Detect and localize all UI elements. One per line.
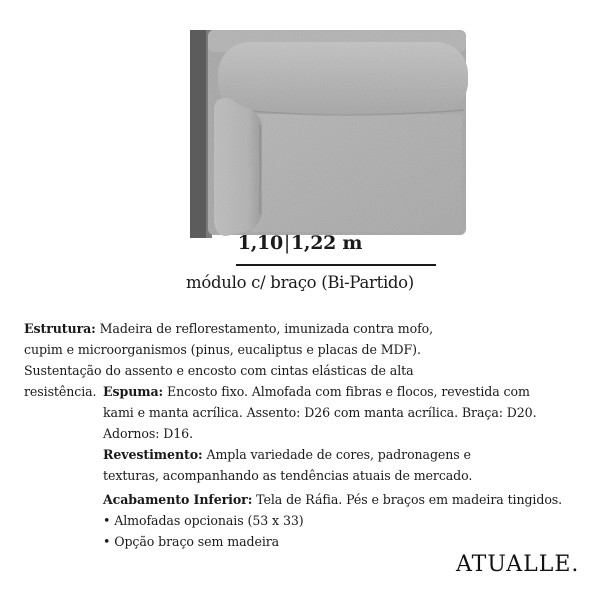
- spec-estrutura-line-1: [24, 321, 433, 336]
- sofa-seat: [250, 114, 462, 232]
- dimension-depth: 1,22 m: [290, 232, 363, 254]
- bullet-braco: • Opção braço sem madeira: [103, 534, 280, 549]
- dimension-width: 1,10: [237, 232, 283, 254]
- module-name: módulo c/ braço (Bi-Partido): [186, 273, 414, 292]
- spec-estrutura-line-3: Sustentação do assento e encosto com cintas elásticas de alta: [24, 363, 414, 378]
- spec-revestimento-line-2: texturas, acompanhando as tendências atuais de mercado.: [103, 468, 473, 483]
- brand-logo: ATUALLE.: [456, 552, 580, 577]
- spec-acabamento-line-1: [103, 492, 562, 507]
- spec-revestimento-label: Revestimento:: [103, 447, 203, 462]
- spec-espuma-line-2: kami e manta acrílica. Assento: D26 com manta acrílica. Braça: D20.: [103, 405, 537, 420]
- dimension-separator: |: [283, 232, 290, 254]
- sofa-arm: [214, 98, 262, 236]
- spec-espuma-label: Espuma:: [103, 384, 164, 399]
- spec-espuma-text-1: Encosto fixo. Almofada com fibras e flocos, revestida com: [163, 384, 530, 399]
- bullet-almofadas: • Almofadas opcionais (53 x 33): [103, 513, 304, 528]
- spec-estrutura-label: Estrutura:: [24, 321, 96, 336]
- spec-espuma-line-1: [103, 384, 530, 399]
- spec-acabamento-text-1: Tela de Ráfia. Pés e braços em madeira tingidos.: [252, 492, 563, 507]
- spec-estrutura-text-1: Madeira de reflorestamento, imunizada contra mofo,: [95, 321, 434, 336]
- spec-acabamento-label: Acabamento Inferior:: [103, 492, 253, 507]
- spec-estrutura-line-4: resistência.: [24, 384, 97, 399]
- back-cushion: [218, 42, 468, 114]
- spec-estrutura-line-2: cupim e microorganismos (pinus, eucaliptus e placas de MDF).: [24, 342, 421, 357]
- sofa-module-illustration: [180, 22, 480, 247]
- divider-rule: [236, 264, 436, 266]
- spec-revestimento-line-1: [103, 447, 471, 462]
- spec-revestimento-text-1: Ampla variedade de cores, padronagens e: [202, 447, 471, 462]
- product-dimensions: [0, 232, 600, 254]
- spec-espuma-line-3: Adornos: D16.: [103, 426, 193, 441]
